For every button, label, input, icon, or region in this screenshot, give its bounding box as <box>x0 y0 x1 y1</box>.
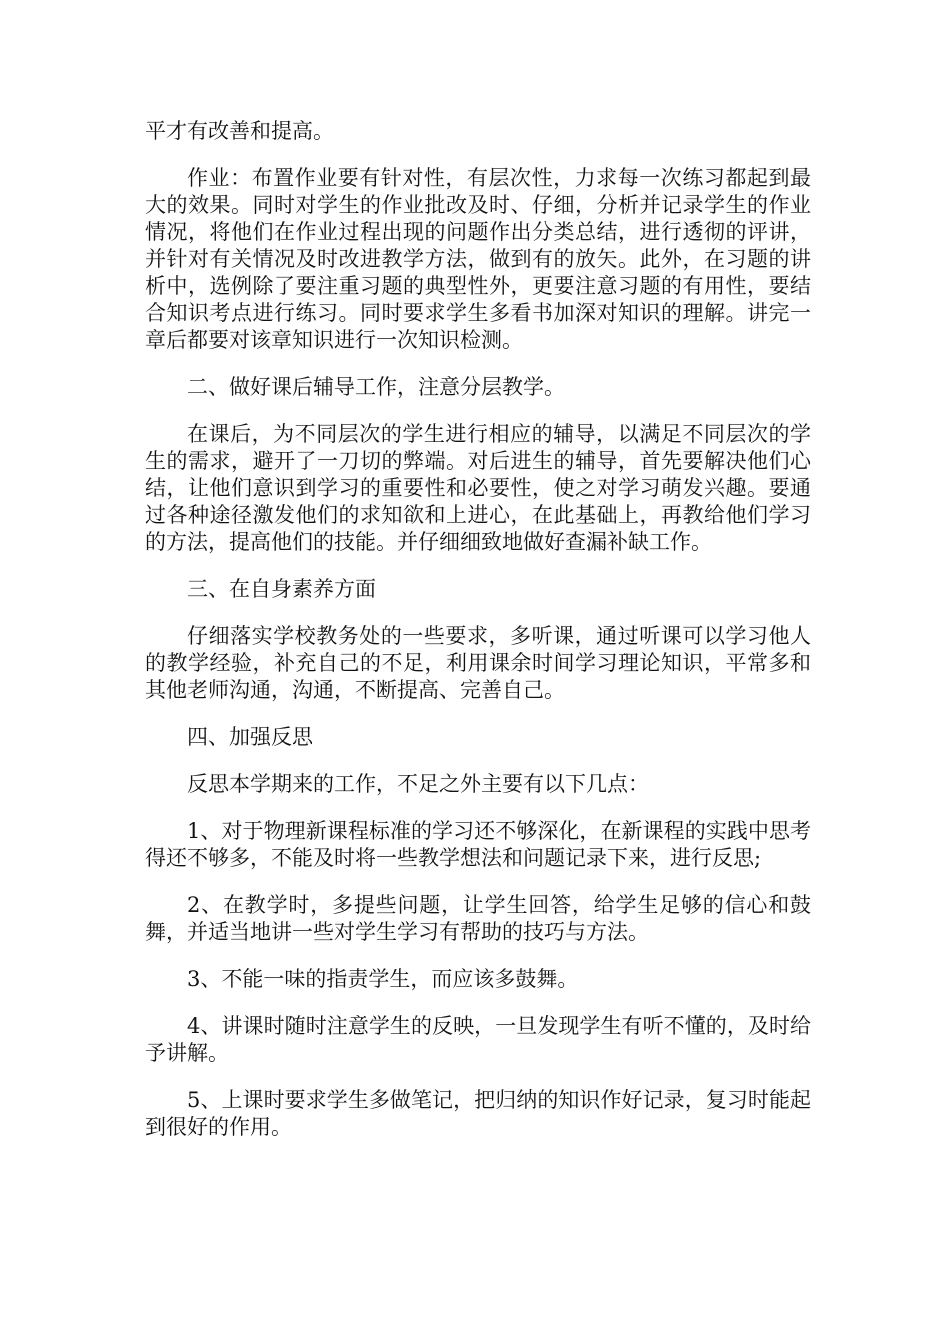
list-item-2: 2、在教学时，多提些问题，让学生回答，给学生足够的信心和鼓舞，并适当地讲一些对学生学习有帮助的技巧与方法。 <box>145 893 811 944</box>
list-item-4: 4、讲课时随时注意学生的反映，一旦发现学生有听不懂的，及时给予讲解。 <box>145 1014 811 1065</box>
section-heading-tutoring: 二、做好课后辅导工作，注意分层教学。 <box>187 375 565 399</box>
section-heading-reflection: 四、加强反思 <box>187 725 313 749</box>
paragraph-homework: 作业：布置作业要有针对性，有层次性，力求每一次练习都起到最大的效果。同时对学生的作业批改及时、仔细，分析并记录学生的作业情况，将他们在作业过程出现的问题作出分类总结，进行透彻的评讲，并针对有关情况及时改进教学方法，做到有的放矢。此外，在习题的讲析中，选例除了要注重习题的典型性外，更要注意习题的有用性，要结合知识考点进行练习。同时要求学生多看书加深对知识的理解。讲完一章后都要对该章知识进行一次知识检测。 <box>145 166 811 352</box>
paragraph-tutoring: 在课后，为不同层次的学生进行相应的辅导，以满足不同层次的学生的需求，避开了一刀切的弊端。对后进生的辅导，首先要解决他们心结，让他们意识到学习的重要性和必要性，使之对学习萌发兴趣。要通过各种途径激发他们的求知欲和上进心，在此基础上，再教给他们学习的方法，提高他们的技能。并仔细细致地做好查漏补缺工作。 <box>145 422 811 554</box>
paragraph-continuation: 平才有改善和提高。 <box>145 119 334 143</box>
paragraph-self-development: 仔细落实学校教务处的一些要求，多听课，通过听课可以学习他人的教学经验，补充自己的不足，利用课余时间学习理论知识，平常多和其他老师沟通，沟通，不断提高、完善自己。 <box>145 624 811 702</box>
section-heading-self-development: 三、在自身素养方面 <box>187 577 376 601</box>
list-item-1: 1、对于物理新课程标准的学习还不够深化，在新课程的实践中思考得还不够多，不能及时将一些教学想法和问题记录下来，进行反思; <box>145 819 811 870</box>
document-body <box>145 118 811 1161</box>
paragraph-reflection-intro: 反思本学期来的工作，不足之外主要有以下几点： <box>187 772 649 796</box>
list-item-5: 5、上课时要求学生多做笔记，把归纳的知识作好记录，复习时能起到很好的作用。 <box>145 1088 811 1139</box>
list-item-3: 3、不能一味的指责学生，而应该多鼓舞。 <box>187 967 579 991</box>
